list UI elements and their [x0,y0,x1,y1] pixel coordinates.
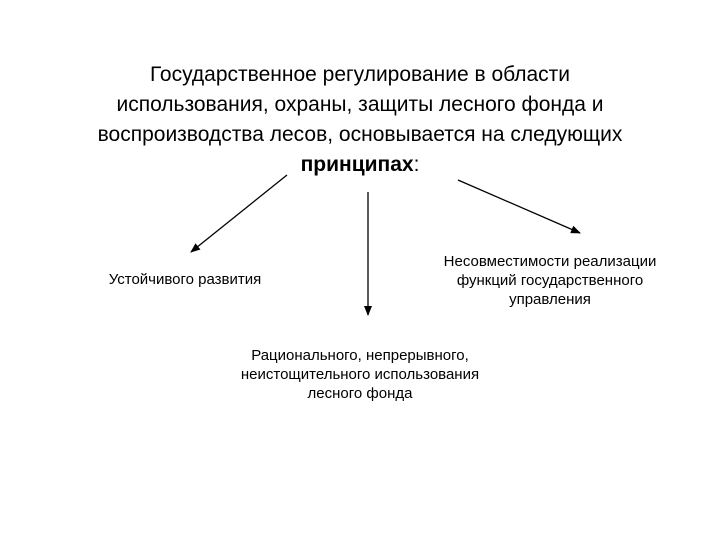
title-line: воспроизводства лесов, основывается на следующих [97,123,623,146]
title-line: использования, охраны, защиты лесного фонда и [116,93,604,116]
arrow-left [191,175,287,252]
principle-sustainable-development: Устойчивого развития [108,271,262,288]
node-line: неистощительного использования [240,366,480,383]
node-line: функций государственного [456,272,644,289]
node-line: Рационального, непрерывного, [251,347,469,364]
arrow-right [458,180,580,233]
principle-incompatibility [400,252,700,309]
title-colon: : [413,153,420,176]
title-line: Государственное регулирование в области [149,63,571,86]
node-line: лесного фонда [307,385,413,402]
title-emphasis: принципах [300,153,414,176]
principle-rational-use [195,346,525,403]
node-line: управления [509,291,591,308]
node-line: Несовместимости реализации [443,253,657,270]
